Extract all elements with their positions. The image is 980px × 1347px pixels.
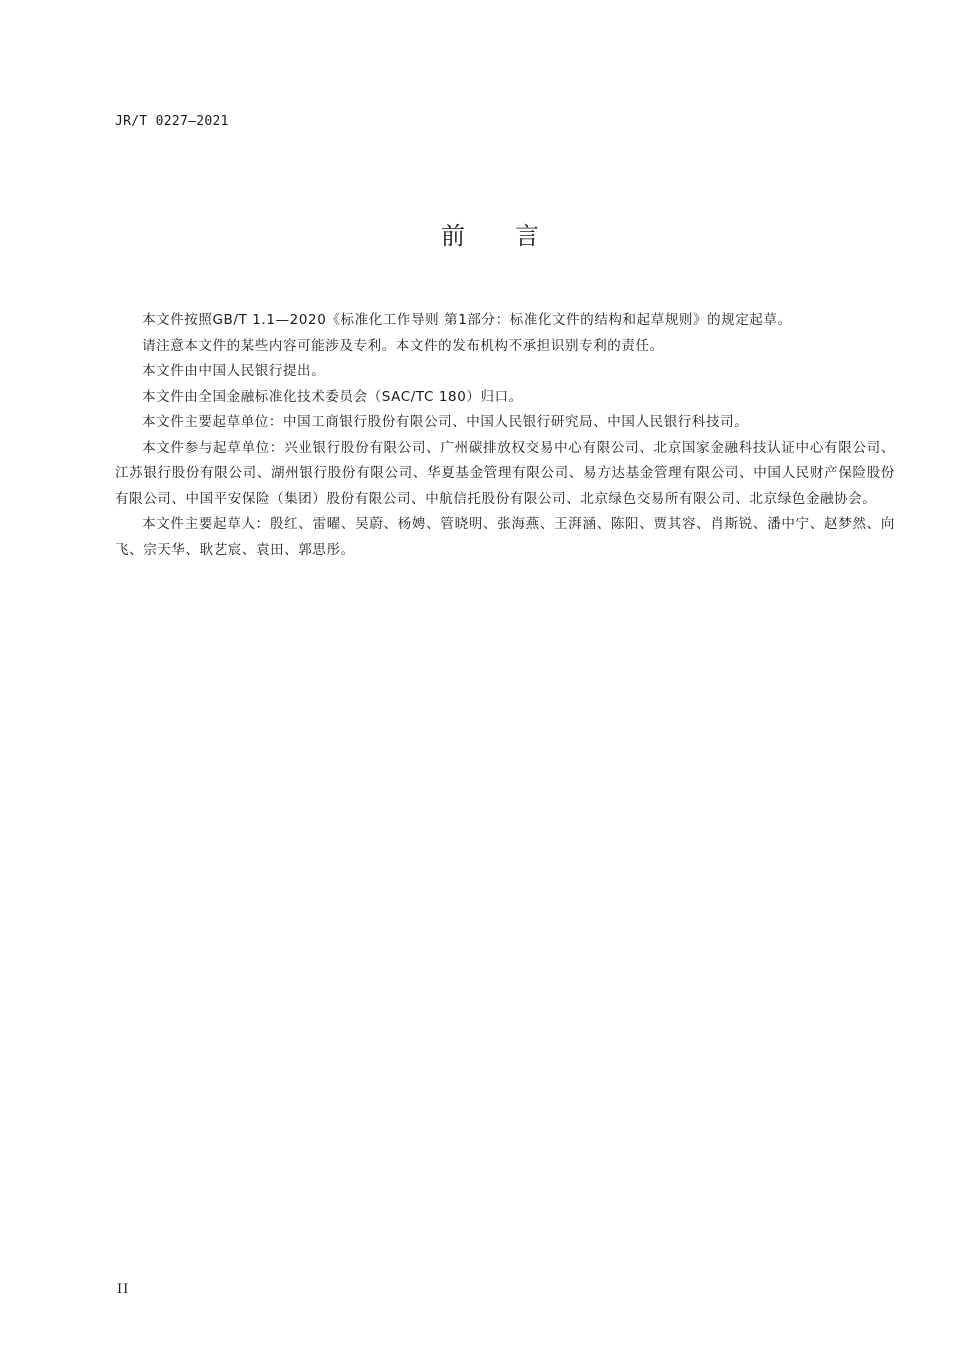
document-code: JR/T 0227—2021	[115, 114, 229, 129]
foreword-body	[115, 308, 895, 563]
paragraph-patent-notice: 请注意本文件的某些内容可能涉及专利。本文件的发布机构不承担识别专利的责任。	[142, 337, 664, 354]
paragraph-main-drafting-units: 本文件主要起草单位：中国工商银行股份有限公司、中国人民银行研究局、中国人民银行科技司。	[142, 414, 749, 430]
section-title: 前言	[441, 222, 589, 250]
paragraph-participating-units: 本文件参与起草单位：兴业银行股份有限公司、广州碳排放权交易中心有限公司、北京国家金融科技认证中心有限公司、江苏银行股份有限公司、湖州银行股份有限公司、华夏基金管理有限公司、易方达基金管理有限公司、中国人民财产保险股份有限公司、中国平安保险（集团）股份有限公司、中航信托股份有限公司、北京绿色交易所有限公司、北京绿色金融协会。	[115, 439, 895, 507]
paragraph-technical-committee: 本文件由全国金融标准化技术委员会（SAC/TC 180）归口。	[142, 388, 523, 405]
paragraph-drafting-rules: 本文件按照GB/T 1.1—2020《标准化工作导则 第1部分：标准化文件的结构和起草规则》的规定起草。	[142, 312, 792, 328]
page-number: II	[117, 1282, 130, 1297]
paragraph-proposer: 本文件由中国人民银行提出。	[142, 363, 326, 379]
paragraph-main-drafters: 本文件主要起草人：殷红、雷曜、吴蔚、杨娉、管晓明、张海燕、王湃涵、陈阳、贾其容、肖斯锐、潘中宁、赵梦然、向飞、宗天华、耿艺宸、袁田、郭思彤。	[115, 516, 895, 558]
